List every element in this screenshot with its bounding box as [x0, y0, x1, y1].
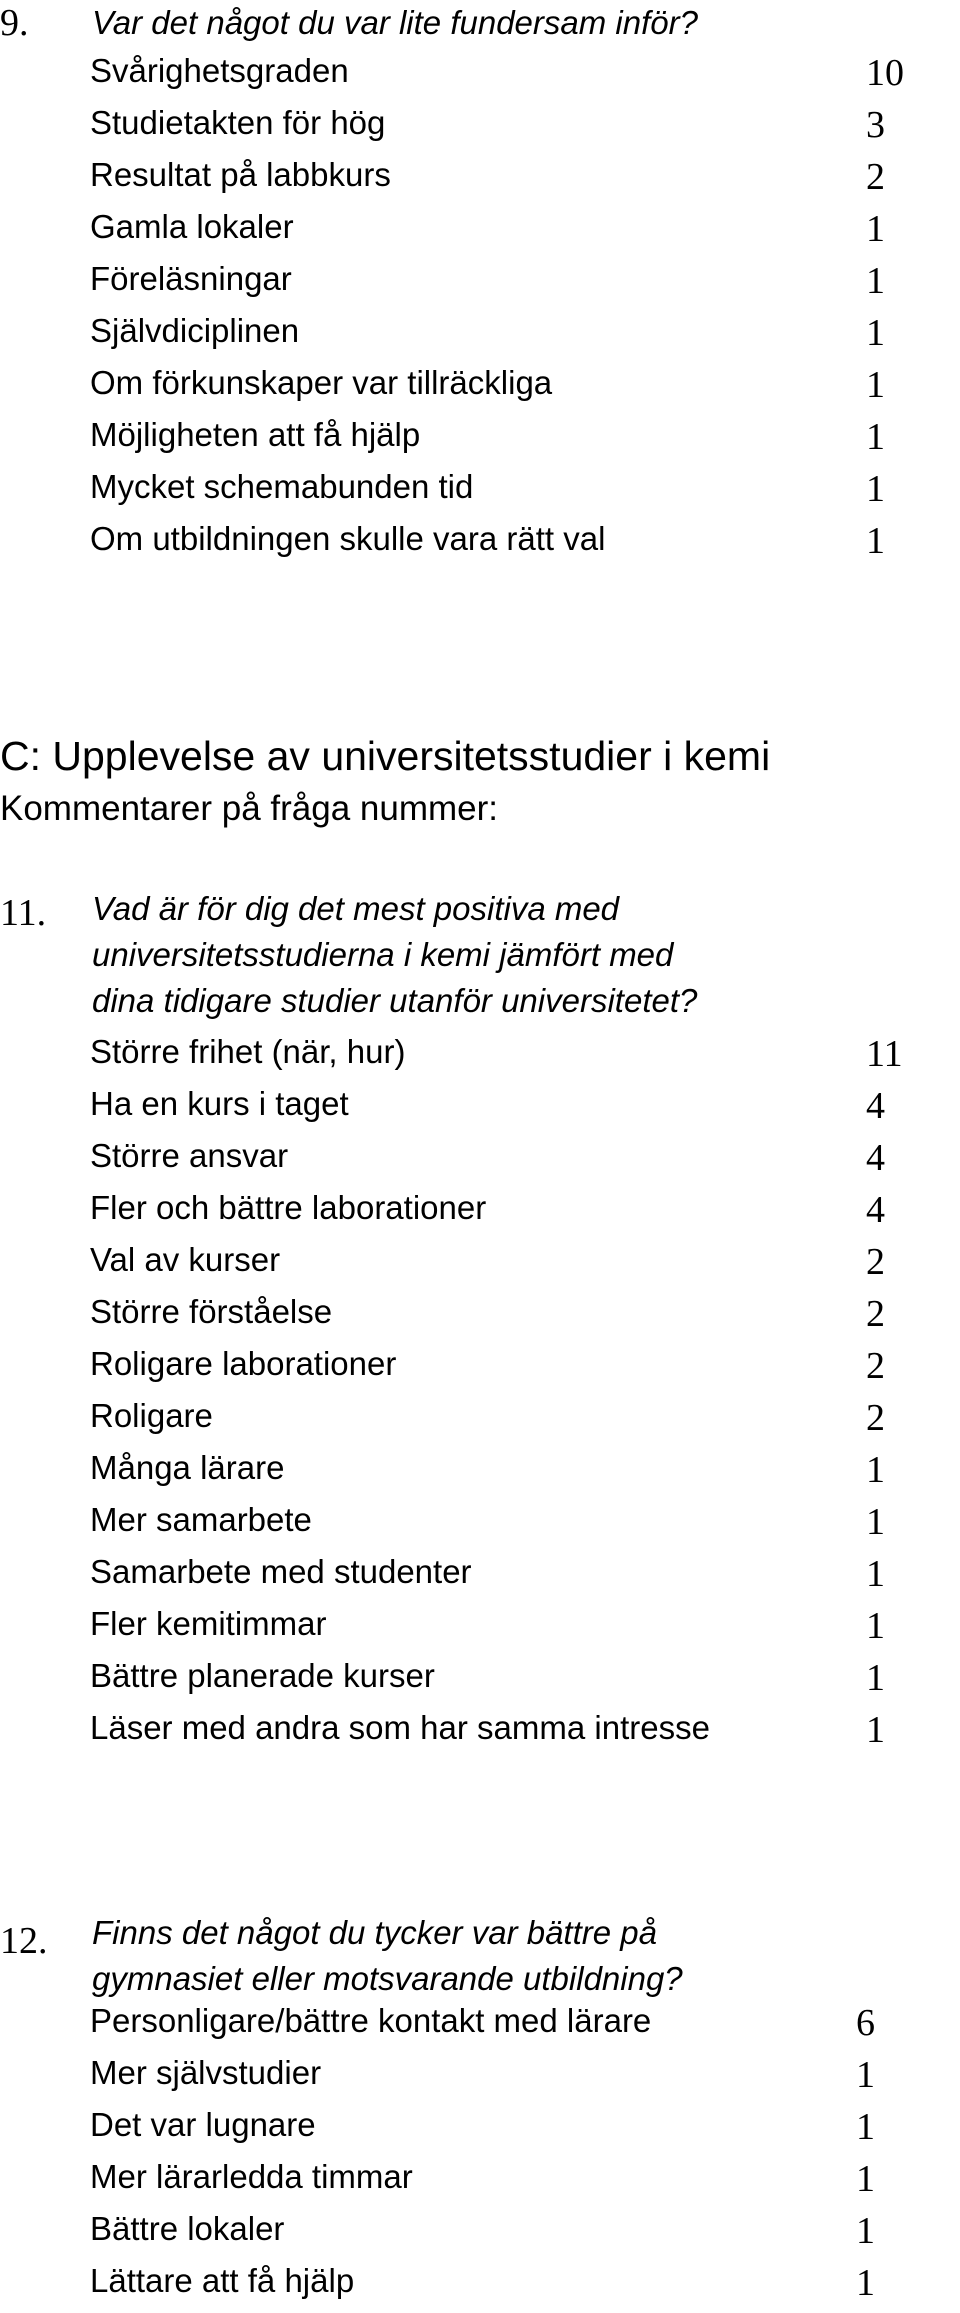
answer-row	[90, 1600, 950, 1648]
answer-label: Lättare att få hjälp	[90, 2262, 355, 2299]
answer-count: 11	[866, 1033, 903, 1075]
answer-label: Större frihet (när, hur)	[90, 1033, 406, 1070]
answer-count: 3	[866, 104, 885, 146]
answer-label: Roligare	[90, 1397, 213, 1434]
answer-row	[90, 47, 950, 95]
answer-count: 2	[866, 1345, 885, 1387]
answer-count: 2	[866, 156, 885, 198]
answer-row	[90, 151, 950, 199]
answer-label: Mer samarbete	[90, 1501, 312, 1538]
answer-label: Föreläsningar	[90, 260, 292, 297]
answer-count: 10	[866, 52, 904, 94]
answer-row	[90, 1288, 950, 1336]
answer-count: 1	[856, 2158, 875, 2200]
answer-label: Om utbildningen skulle vara rätt val	[90, 520, 606, 557]
question-12-line-2: gymnasiet eller motsvarande utbildning?	[92, 1960, 683, 1997]
answer-label: Om förkunskaper var tillräckliga	[90, 364, 553, 401]
answer-row	[90, 1392, 950, 1440]
answer-row	[90, 2101, 950, 2149]
question-11-number: 11.	[0, 892, 47, 934]
answer-count: 2	[866, 1293, 885, 1335]
answer-row	[90, 2049, 950, 2097]
answer-row	[90, 1997, 950, 2045]
answer-count: 1	[866, 1657, 885, 1699]
question-12-number: 12.	[0, 1920, 48, 1962]
answer-row	[90, 411, 950, 459]
answer-label: Det var lugnare	[90, 2106, 316, 2143]
answer-count: 1	[866, 1709, 885, 1751]
answer-count: 1	[866, 1553, 885, 1595]
answer-row	[90, 255, 950, 303]
answer-count: 1	[856, 2262, 875, 2304]
question-9-number: 9.	[0, 2, 29, 44]
answer-row	[90, 1080, 950, 1128]
question-11-line-1: Vad är för dig det mest positiva med	[92, 890, 620, 927]
answer-count: 1	[866, 1501, 885, 1543]
answer-row	[90, 359, 950, 407]
answer-label: Större ansvar	[90, 1137, 289, 1174]
answer-count: 4	[866, 1189, 885, 1231]
answer-label: Gamla lokaler	[90, 208, 294, 245]
answer-row	[90, 203, 950, 251]
question-11-line-3: dina tidigare studier utanför universitetet?	[92, 982, 698, 1019]
answer-count: 6	[856, 2002, 875, 2044]
answer-count: 1	[856, 2054, 875, 2096]
answer-label: Självdiciplinen	[90, 312, 300, 349]
answer-label: Fler och bättre laborationer	[90, 1189, 487, 1226]
answer-count: 1	[866, 468, 885, 510]
answer-label: Större förståelse	[90, 1293, 333, 1330]
answer-label: Personligare/bättre kontakt med lärare	[90, 2002, 652, 2039]
answer-count: 1	[866, 416, 885, 458]
answer-label: Svårighetsgraden	[90, 52, 349, 89]
question-12-line-1: Finns det något du tycker var bättre på	[92, 1914, 657, 1951]
answer-row	[90, 1340, 950, 1388]
answer-count: 1	[866, 520, 885, 562]
answer-label: Studietakten för hög	[90, 104, 386, 141]
answer-row	[90, 1652, 950, 1700]
answer-row	[90, 99, 950, 147]
answer-row	[90, 1132, 950, 1180]
answer-label: Bättre lokaler	[90, 2210, 285, 2247]
answer-count: 4	[866, 1137, 885, 1179]
answer-label: Många lärare	[90, 1449, 285, 1486]
answer-count: 1	[866, 260, 885, 302]
answer-label: Fler kemitimmar	[90, 1605, 327, 1642]
answer-row	[90, 515, 950, 563]
answer-count: 1	[856, 2210, 875, 2252]
answer-row	[90, 2205, 950, 2253]
answer-row	[90, 307, 950, 355]
answer-count: 2	[866, 1397, 885, 1439]
answer-count: 1	[866, 1449, 885, 1491]
answer-count: 1	[866, 312, 885, 354]
answer-label: Mycket schemabunden tid	[90, 468, 474, 505]
answer-label: Ha en kurs i taget	[90, 1085, 349, 1122]
answer-label: Läser med andra som har samma intresse	[90, 1709, 710, 1746]
answer-row	[90, 1028, 950, 1076]
answer-label: Mer lärarledda timmar	[90, 2158, 413, 2195]
answer-count: 1	[866, 208, 885, 250]
answer-count: 4	[866, 1085, 885, 1127]
question-11-line-2: universitetsstudierna i kemi jämfört med	[92, 936, 674, 973]
answer-label: Val av kurser	[90, 1241, 281, 1278]
answer-row	[90, 1444, 950, 1492]
section-c-subtitle: Kommentarer på fråga nummer:	[0, 789, 498, 828]
answer-label: Samarbete med studenter	[90, 1553, 472, 1590]
answer-count: 1	[856, 2106, 875, 2148]
answer-label: Roligare laborationer	[90, 1345, 397, 1382]
answer-row	[90, 2257, 950, 2305]
answer-row	[90, 463, 950, 511]
answer-label: Resultat på labbkurs	[90, 156, 391, 193]
answer-row	[90, 1236, 950, 1284]
answer-count: 1	[866, 364, 885, 406]
answer-row	[90, 1184, 950, 1232]
answer-count: 2	[866, 1241, 885, 1283]
answer-count: 1	[866, 1605, 885, 1647]
answer-label: Möjligheten att få hjälp	[90, 416, 421, 453]
question-9-text: Var det något du var lite fundersam inför?	[92, 4, 698, 41]
answer-label: Mer självstudier	[90, 2054, 322, 2091]
answer-label: Bättre planerade kurser	[90, 1657, 435, 1694]
answer-row	[90, 2153, 950, 2201]
answer-row	[90, 1704, 950, 1752]
section-c-title: C: Upplevelse av universitetsstudier i kemi	[0, 733, 771, 779]
answer-row	[90, 1548, 950, 1596]
answer-row	[90, 1496, 950, 1544]
